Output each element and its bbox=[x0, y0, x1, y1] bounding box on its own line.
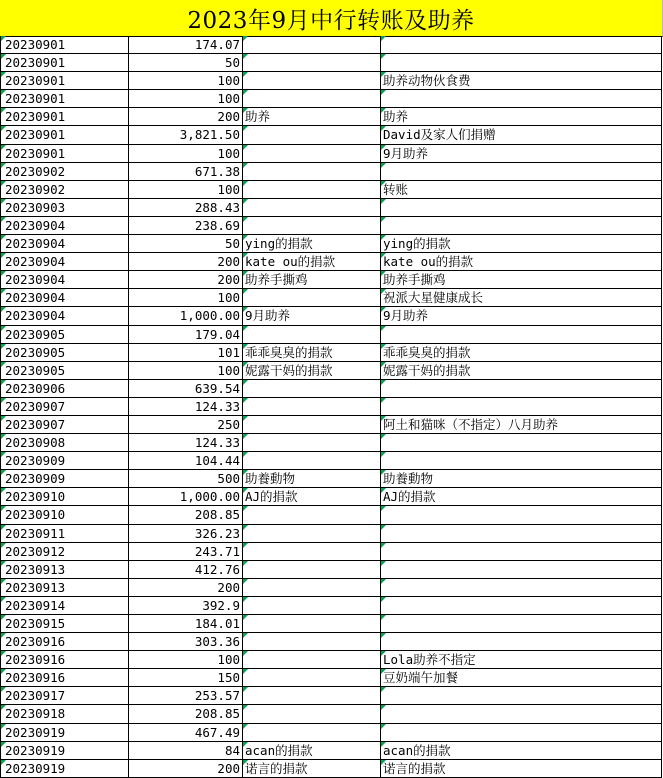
amount-cell[interactable]: 124.33 bbox=[129, 398, 243, 416]
amount-cell[interactable]: 100 bbox=[129, 362, 243, 380]
amount-cell[interactable]: 467.49 bbox=[129, 724, 243, 742]
note-cell[interactable]: acan的捐款 bbox=[243, 742, 381, 760]
date-cell[interactable]: 20230904 bbox=[0, 217, 129, 235]
description-cell[interactable] bbox=[381, 597, 662, 615]
note-cell[interactable] bbox=[243, 72, 381, 90]
amount-cell[interactable]: 200 bbox=[129, 579, 243, 597]
amount-cell[interactable]: 200 bbox=[129, 271, 243, 289]
description-cell[interactable] bbox=[381, 217, 662, 235]
amount-cell[interactable]: 243.71 bbox=[129, 543, 243, 561]
data-grid bbox=[0, 36, 663, 778]
amount-cell[interactable]: 238.69 bbox=[129, 217, 243, 235]
table-row bbox=[0, 54, 663, 72]
date-cell[interactable]: 20230905 bbox=[0, 362, 129, 380]
description-cell[interactable] bbox=[381, 579, 662, 597]
note-cell[interactable] bbox=[243, 633, 381, 651]
amount-cell[interactable]: 326.23 bbox=[129, 525, 243, 543]
note-cell[interactable] bbox=[243, 669, 381, 687]
note-cell[interactable] bbox=[243, 398, 381, 416]
description-cell[interactable]: 助養動物 bbox=[381, 470, 662, 488]
description-cell[interactable]: kate ou的捐款 bbox=[381, 253, 662, 271]
amount-cell[interactable]: 200 bbox=[129, 108, 243, 126]
description-cell[interactable] bbox=[381, 54, 662, 72]
table-row bbox=[0, 307, 663, 325]
table-row bbox=[0, 217, 663, 235]
date-cell[interactable]: 20230917 bbox=[0, 687, 129, 705]
description-cell[interactable]: 转账 bbox=[381, 181, 662, 199]
description-cell[interactable]: 乖乖臭臭的捐款 bbox=[381, 344, 662, 362]
table-row bbox=[0, 90, 663, 108]
note-cell[interactable]: 乖乖臭臭的捐款 bbox=[243, 344, 381, 362]
note-cell[interactable]: ying的捐款 bbox=[243, 235, 381, 253]
table-row bbox=[0, 289, 663, 307]
date-cell[interactable]: 20230909 bbox=[0, 452, 129, 470]
table-row bbox=[0, 615, 663, 633]
amount-cell[interactable]: 500 bbox=[129, 470, 243, 488]
description-cell[interactable]: David及家人们捐赠 bbox=[381, 126, 662, 144]
description-cell[interactable]: 阿土和猫咪（不指定）八月助养 bbox=[381, 416, 662, 434]
table-row bbox=[0, 470, 663, 488]
table-row bbox=[0, 434, 663, 452]
note-cell[interactable] bbox=[243, 705, 381, 723]
description-cell[interactable]: AJ的捐款 bbox=[381, 488, 662, 506]
table-row bbox=[0, 380, 663, 398]
description-cell[interactable] bbox=[381, 326, 662, 344]
date-cell[interactable]: 20230914 bbox=[0, 597, 129, 615]
table-row bbox=[0, 452, 663, 470]
amount-cell[interactable]: 392.9 bbox=[129, 597, 243, 615]
date-cell[interactable]: 20230910 bbox=[0, 488, 129, 506]
date-cell[interactable]: 20230905 bbox=[0, 326, 129, 344]
date-cell[interactable]: 20230901 bbox=[0, 90, 129, 108]
amount-cell[interactable]: 288.43 bbox=[129, 199, 243, 217]
table-row bbox=[0, 271, 663, 289]
note-cell[interactable] bbox=[243, 181, 381, 199]
amount-cell[interactable]: 179.04 bbox=[129, 326, 243, 344]
note-cell[interactable]: 助養動物 bbox=[243, 470, 381, 488]
date-cell[interactable]: 20230902 bbox=[0, 163, 129, 181]
amount-cell[interactable]: 104.44 bbox=[129, 452, 243, 470]
amount-cell[interactable]: 208.85 bbox=[129, 705, 243, 723]
date-cell[interactable]: 20230907 bbox=[0, 416, 129, 434]
date-cell[interactable]: 20230919 bbox=[0, 742, 129, 760]
date-cell[interactable]: 20230916 bbox=[0, 669, 129, 687]
date-cell[interactable]: 20230901 bbox=[0, 36, 129, 54]
note-cell[interactable] bbox=[243, 452, 381, 470]
note-cell[interactable] bbox=[243, 687, 381, 705]
amount-cell[interactable]: 1,000.00 bbox=[129, 488, 243, 506]
description-cell[interactable] bbox=[381, 561, 662, 579]
amount-cell[interactable]: 303.36 bbox=[129, 633, 243, 651]
note-cell[interactable] bbox=[243, 525, 381, 543]
date-cell[interactable]: 20230904 bbox=[0, 289, 129, 307]
table-row bbox=[0, 253, 663, 271]
date-cell[interactable]: 20230912 bbox=[0, 543, 129, 561]
date-cell[interactable]: 20230901 bbox=[0, 126, 129, 144]
date-cell[interactable]: 20230918 bbox=[0, 705, 129, 723]
description-cell[interactable]: 诺言的捐款 bbox=[381, 760, 662, 778]
description-cell[interactable] bbox=[381, 398, 662, 416]
table-row bbox=[0, 488, 663, 506]
note-cell[interactable] bbox=[243, 724, 381, 742]
table-row bbox=[0, 525, 663, 543]
note-cell[interactable] bbox=[243, 561, 381, 579]
table-row bbox=[0, 36, 663, 54]
description-cell[interactable]: 9月助养 bbox=[381, 307, 662, 325]
table-row bbox=[0, 669, 663, 687]
table-row bbox=[0, 651, 663, 669]
note-cell[interactable] bbox=[243, 506, 381, 524]
table-row bbox=[0, 579, 663, 597]
note-cell[interactable] bbox=[243, 651, 381, 669]
date-cell[interactable]: 20230911 bbox=[0, 525, 129, 543]
amount-cell[interactable]: 150 bbox=[129, 669, 243, 687]
note-cell[interactable] bbox=[243, 145, 381, 163]
amount-cell[interactable]: 200 bbox=[129, 253, 243, 271]
description-cell[interactable] bbox=[381, 615, 662, 633]
table-row bbox=[0, 362, 663, 380]
note-cell[interactable] bbox=[243, 380, 381, 398]
date-cell[interactable]: 20230901 bbox=[0, 145, 129, 163]
table-row bbox=[0, 326, 663, 344]
table-row bbox=[0, 199, 663, 217]
description-cell[interactable]: ying的捐款 bbox=[381, 235, 662, 253]
amount-cell[interactable]: 174.07 bbox=[129, 36, 243, 54]
description-cell[interactable] bbox=[381, 434, 662, 452]
table-row bbox=[0, 398, 663, 416]
date-cell[interactable]: 20230904 bbox=[0, 307, 129, 325]
table-row bbox=[0, 108, 663, 126]
description-cell[interactable] bbox=[381, 633, 662, 651]
description-cell[interactable]: 妮露干妈的捐款 bbox=[381, 362, 662, 380]
date-cell[interactable]: 20230901 bbox=[0, 72, 129, 90]
sheet-title[interactable]: 2023年9月中行转账及助养 bbox=[0, 0, 663, 37]
date-cell[interactable]: 20230903 bbox=[0, 199, 129, 217]
amount-cell[interactable]: 412.76 bbox=[129, 561, 243, 579]
table-row bbox=[0, 72, 663, 90]
note-cell[interactable] bbox=[243, 615, 381, 633]
description-cell[interactable] bbox=[381, 199, 662, 217]
date-cell[interactable]: 20230904 bbox=[0, 253, 129, 271]
description-cell[interactable]: 助养动物伙食费 bbox=[381, 72, 662, 90]
table-row bbox=[0, 506, 663, 524]
table-row bbox=[0, 724, 663, 742]
description-cell[interactable] bbox=[381, 90, 662, 108]
date-cell[interactable]: 20230904 bbox=[0, 271, 129, 289]
table-row bbox=[0, 597, 663, 615]
date-cell[interactable]: 20230909 bbox=[0, 470, 129, 488]
note-cell[interactable] bbox=[243, 126, 381, 144]
table-row bbox=[0, 687, 663, 705]
amount-cell[interactable]: 124.33 bbox=[129, 434, 243, 452]
amount-cell[interactable]: 200 bbox=[129, 760, 243, 778]
note-cell[interactable]: kate ou的捐款 bbox=[243, 253, 381, 271]
amount-cell[interactable]: 671.38 bbox=[129, 163, 243, 181]
description-cell[interactable] bbox=[381, 525, 662, 543]
amount-cell[interactable]: 100 bbox=[129, 289, 243, 307]
amount-cell[interactable]: 208.85 bbox=[129, 506, 243, 524]
note-cell[interactable] bbox=[243, 579, 381, 597]
amount-cell[interactable]: 184.01 bbox=[129, 615, 243, 633]
date-cell[interactable]: 20230901 bbox=[0, 54, 129, 72]
amount-cell[interactable]: 3,821.50 bbox=[129, 126, 243, 144]
note-cell[interactable] bbox=[243, 434, 381, 452]
date-cell[interactable]: 20230916 bbox=[0, 651, 129, 669]
date-cell[interactable]: 20230906 bbox=[0, 380, 129, 398]
date-cell[interactable]: 20230919 bbox=[0, 724, 129, 742]
amount-cell[interactable]: 100 bbox=[129, 90, 243, 108]
table-row bbox=[0, 760, 663, 778]
amount-cell[interactable]: 50 bbox=[129, 54, 243, 72]
description-cell[interactable] bbox=[381, 543, 662, 561]
amount-cell[interactable]: 100 bbox=[129, 651, 243, 669]
description-cell[interactable]: 9月助养 bbox=[381, 145, 662, 163]
amount-cell[interactable]: 253.57 bbox=[129, 687, 243, 705]
amount-cell[interactable]: 639.54 bbox=[129, 380, 243, 398]
note-cell[interactable] bbox=[243, 543, 381, 561]
table-row bbox=[0, 344, 663, 362]
note-cell[interactable] bbox=[243, 597, 381, 615]
table-row bbox=[0, 126, 663, 144]
description-cell[interactable] bbox=[381, 380, 662, 398]
date-cell[interactable]: 20230901 bbox=[0, 108, 129, 126]
amount-cell[interactable]: 50 bbox=[129, 235, 243, 253]
date-cell[interactable]: 20230916 bbox=[0, 633, 129, 651]
date-cell[interactable]: 20230908 bbox=[0, 434, 129, 452]
note-cell[interactable]: 妮露干妈的捐款 bbox=[243, 362, 381, 380]
amount-cell[interactable]: 101 bbox=[129, 344, 243, 362]
date-cell[interactable]: 20230905 bbox=[0, 344, 129, 362]
amount-cell[interactable]: 84 bbox=[129, 742, 243, 760]
note-cell[interactable] bbox=[243, 36, 381, 54]
note-cell[interactable] bbox=[243, 199, 381, 217]
description-cell[interactable]: 祝派大星健康成长 bbox=[381, 289, 662, 307]
description-cell[interactable] bbox=[381, 506, 662, 524]
note-cell[interactable] bbox=[243, 54, 381, 72]
description-cell[interactable]: acan的捐款 bbox=[381, 742, 662, 760]
description-cell[interactable] bbox=[381, 452, 662, 470]
description-cell[interactable]: 助养手撕鸡 bbox=[381, 271, 662, 289]
date-cell[interactable]: 20230913 bbox=[0, 561, 129, 579]
date-cell[interactable]: 20230910 bbox=[0, 506, 129, 524]
description-cell[interactable]: 助养 bbox=[381, 108, 662, 126]
date-cell[interactable]: 20230907 bbox=[0, 398, 129, 416]
note-cell[interactable] bbox=[243, 90, 381, 108]
amount-cell[interactable]: 100 bbox=[129, 72, 243, 90]
note-cell[interactable]: 助养 bbox=[243, 108, 381, 126]
description-cell[interactable]: Lola助养不指定 bbox=[381, 651, 662, 669]
table-row bbox=[0, 543, 663, 561]
note-cell[interactable]: 诺言的捐款 bbox=[243, 760, 381, 778]
table-row bbox=[0, 163, 663, 181]
table-row bbox=[0, 742, 663, 760]
description-cell[interactable] bbox=[381, 687, 662, 705]
note-cell[interactable] bbox=[243, 326, 381, 344]
table-row bbox=[0, 416, 663, 434]
amount-cell[interactable]: 100 bbox=[129, 181, 243, 199]
table-row bbox=[0, 145, 663, 163]
amount-cell[interactable]: 250 bbox=[129, 416, 243, 434]
description-cell[interactable] bbox=[381, 36, 662, 54]
date-cell[interactable]: 20230902 bbox=[0, 181, 129, 199]
description-cell[interactable]: 豆奶端午加餐 bbox=[381, 669, 662, 687]
date-cell[interactable]: 20230904 bbox=[0, 235, 129, 253]
description-cell[interactable] bbox=[381, 163, 662, 181]
date-cell[interactable]: 20230915 bbox=[0, 615, 129, 633]
amount-cell[interactable]: 100 bbox=[129, 145, 243, 163]
note-cell[interactable] bbox=[243, 217, 381, 235]
table-row bbox=[0, 633, 663, 651]
note-cell[interactable]: AJ的捐款 bbox=[243, 488, 381, 506]
note-cell[interactable]: 助养手撕鸡 bbox=[243, 271, 381, 289]
table-row bbox=[0, 181, 663, 199]
description-cell[interactable] bbox=[381, 705, 662, 723]
amount-cell[interactable]: 1,000.00 bbox=[129, 307, 243, 325]
table-row bbox=[0, 235, 663, 253]
description-cell[interactable] bbox=[381, 724, 662, 742]
note-cell[interactable] bbox=[243, 416, 381, 434]
table-row bbox=[0, 561, 663, 579]
date-cell[interactable]: 20230913 bbox=[0, 579, 129, 597]
date-cell[interactable]: 20230919 bbox=[0, 760, 129, 778]
note-cell[interactable] bbox=[243, 289, 381, 307]
note-cell[interactable] bbox=[243, 163, 381, 181]
note-cell[interactable]: 9月助养 bbox=[243, 307, 381, 325]
table-row bbox=[0, 705, 663, 723]
